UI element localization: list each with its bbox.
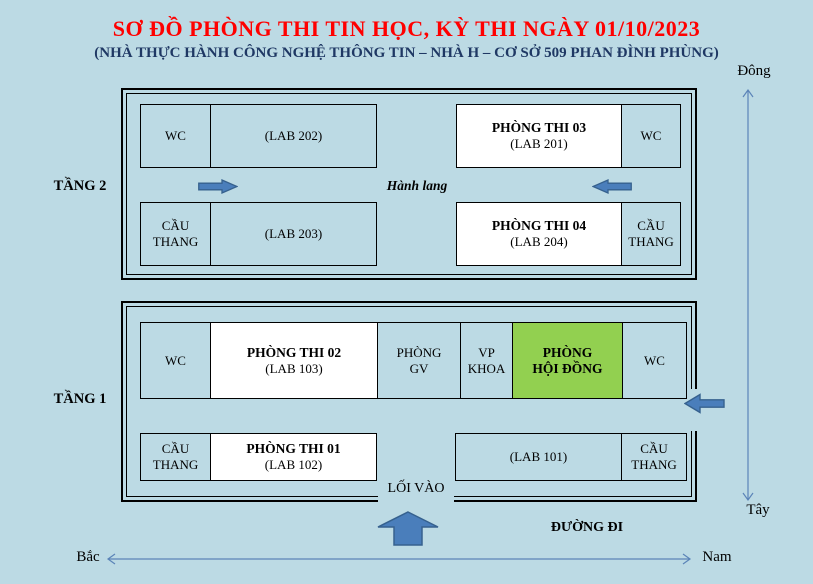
room-phong-gv: PHÒNG GV [378, 323, 461, 398]
floor1-bottom-left-block [140, 433, 377, 481]
floor2-bottom-left-block [140, 202, 377, 266]
room-vp-khoa: VP KHOA [461, 323, 513, 398]
compass-east-label: Đông [737, 63, 771, 79]
floor2-top-right-block [456, 104, 681, 168]
room-wc: WC [644, 352, 665, 368]
room-wc: WC [141, 105, 211, 167]
corridor-arrow-left-icon [592, 179, 632, 194]
floor2-label: TẦNG 2 [53, 178, 107, 194]
room-phong-thi-01: PHÒNG THI 01 (LAB 102) [211, 434, 376, 480]
room-phong-thi-03: PHÒNG THI 03 (LAB 201) [457, 105, 622, 167]
room-phong-hoi-dong: PHÒNG HỘI ĐỒNG [513, 323, 623, 398]
room-lab-101: (LAB 101) [456, 434, 622, 480]
floor1-bottom-right-block [455, 433, 687, 481]
compass-horizontal-arrow-icon [104, 551, 694, 567]
entrance-arrow-up-icon [377, 511, 439, 546]
room-phong-thi-04: PHÒNG THI 04 (LAB 204) [457, 203, 622, 265]
compass-vertical-arrow-icon [740, 86, 756, 504]
street-label: ĐƯỜNG ĐI [550, 520, 624, 535]
room-wc: WC [141, 323, 211, 398]
room-lab-202: (LAB 202) [264, 128, 323, 143]
page-title: SƠ ĐỒ PHÒNG THI TIN HỌC, KỲ THI NGÀY 01/10/2023 [112, 16, 701, 41]
room-cau-thang: CẦU THANG [628, 218, 674, 249]
room-wc: WC [640, 128, 662, 143]
floor1-top-block [140, 322, 687, 399]
room-phong-thi-02: PHÒNG THI 02 (LAB 103) [211, 323, 378, 398]
compass-west-label: Tây [746, 502, 770, 518]
room-cau-thang: CẦU THANG [631, 441, 677, 472]
floor2-corridor-label: Hành lang [386, 178, 448, 193]
entrance-arrow-left-icon [684, 393, 725, 414]
room-cau-thang: CẦU THANG [141, 203, 211, 265]
floor2-top-left-block [140, 104, 377, 168]
room-lab-203: (LAB 203) [264, 226, 323, 241]
corridor-arrow-right-icon [198, 179, 238, 194]
compass-north-label: Bắc [76, 549, 100, 565]
page-subtitle: (NHÀ THỰC HÀNH CÔNG NGHỆ THÔNG TIN – NHÀ H – CƠ SỞ 509 PHAN ĐÌNH PHÙNG) [94, 45, 719, 61]
entrance-label: LỐI VÀO [387, 481, 445, 496]
room-cau-thang: CẦU THANG [141, 434, 211, 480]
compass-south-label: Nam [702, 549, 732, 565]
floor2-bottom-right-block [456, 202, 681, 266]
floor1-label: TẦNG 1 [53, 391, 107, 407]
